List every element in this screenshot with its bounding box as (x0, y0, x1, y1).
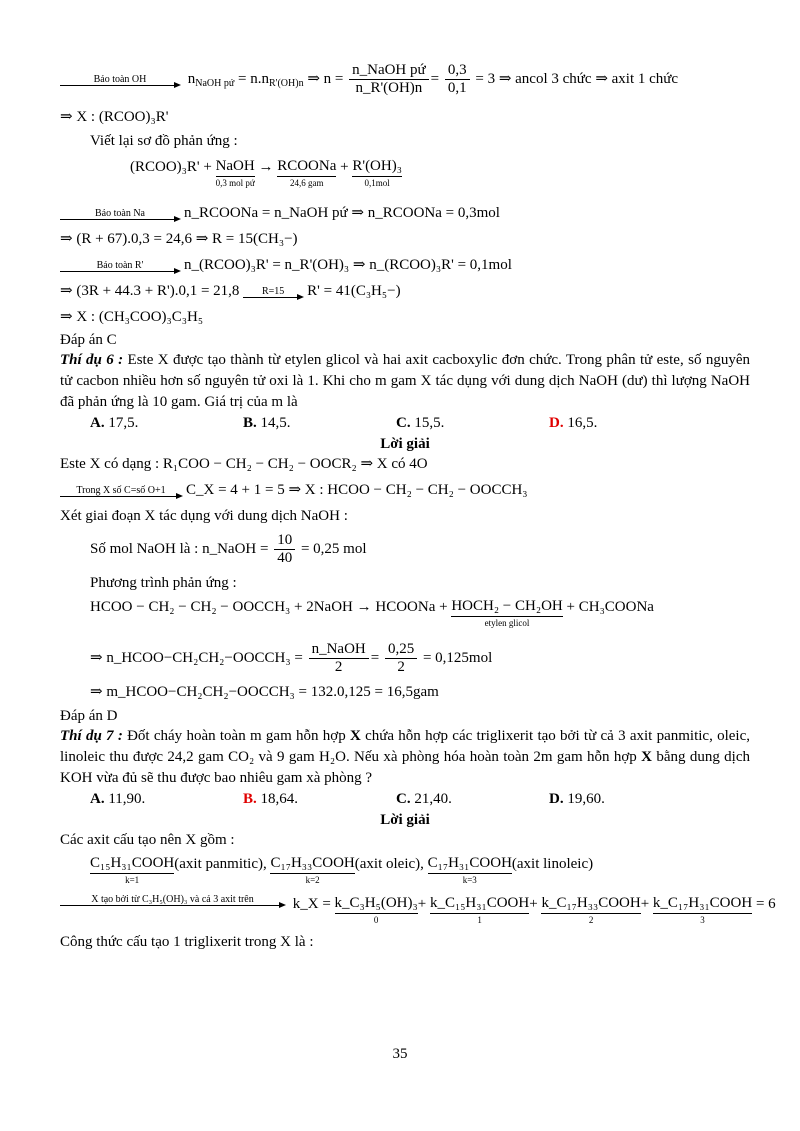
example-6-options (60, 413, 750, 434)
formula-line: ⇒ X : (RCOO)₃R' (60, 109, 169, 125)
reaction-arrow: Trong X số C=số O+1 (60, 485, 182, 497)
formula-line: ⇒ (R + 67).0,3 = 24,6 ⇒ R = 15(CH₃−) (60, 231, 298, 247)
answer-line: Đáp án D (60, 708, 118, 724)
answer-line: Đáp án C (60, 332, 117, 348)
line-bao-toan-na: Bảo toàn Na n_RCOONa = n_NaOH pứ ⇒ n_RCOONa = 0,3mol (60, 203, 750, 223)
text-line: Phương trình phản ứng : (90, 575, 237, 591)
fraction: $\frac{10}{40}$ (274, 532, 295, 567)
text-line: Các axit cấu tạo nên X gồm : (60, 832, 235, 848)
option-d: D. 16,5. (549, 415, 598, 431)
reaction-arrow: Bảo toàn Na (60, 208, 180, 220)
formula-line: ⇒ m_HCOO−CH₂CH₂−OOCCH₃ = 132.0,125 = 16,5gam (90, 684, 439, 700)
reaction-equation: HCOO − CH₂ − CH₂ − OOCCH₃ + 2NaOH → HCOONa + HOCH₂ − CH₂OH etylen glicol + CH₃COONa (90, 598, 654, 628)
option-a: A. 17,5. (90, 415, 139, 431)
solution-heading: Lời giải (380, 436, 430, 452)
reaction-arrow: R=15 (243, 286, 303, 298)
option-b: B. 14,5. (243, 415, 291, 431)
example-7-options (60, 789, 750, 810)
formula-line: ⇒ X : (CH₃COO)₃C₃H₅ (60, 309, 204, 325)
page-content (60, 56, 776, 952)
reaction-scheme: (RCOO)₃R' + NaOH 0,3 mol pứ → RCOONa 24,6 gam + R'(OH)₃ 0,1mol (130, 158, 402, 188)
reaction-arrow: Bảo toàn R' (60, 260, 180, 272)
solution-heading: Lời giải (380, 812, 430, 828)
reaction-arrow: X tạo bởi từ C₃H₅(OH)₃ và cả 3 axit trên (60, 894, 285, 906)
text-line: Viết lại sơ đồ phản ứng : (90, 133, 238, 149)
reaction-arrow: Bảo toàn OH (60, 74, 180, 86)
line-bao-toan-oh: Bảo toàn OH $n_{NaOH pứ} = n.n_{R'(OH)n}$ ⇒ n = $\frac{\text{n\_NaOH pứ}}{n\_R'(OH)n}$ = $\frac{0,3}{0,1}$ = 3 ⇒ ancol 3 chức ⇒ axit 1 chức (60, 62, 750, 97)
example-6-question: Thí dụ 6 : Este X được tạo thành từ etylen glicol và hai axit cacboxylic đơn chức. Trong phân tử este, số nguyên tử cacbon nhiều hơn số nguyên tử oxi là 1. Khi cho m gam X tác dụng với dung dịch NaOH (dư) thì lượng NaOH đã phản ứng là 10 gam. Giá trị của m là (60, 352, 750, 410)
option-b: B. 18,64. (243, 791, 299, 807)
example-7-question: Thí dụ 7 : Đốt cháy hoàn toàn m gam hỗn hợp X chứa hỗn hợp các triglixerit tạo bởi từ cả 3 axit panmitic, oleic, linoleic thu được 24,2 gam CO₂ và 9 gam H₂O. Nếu xà phòng hóa hoàn toàn 2m gam hỗn hợp X bằng dung dịch KOH vừa đủ sẽ thu được bao nhiêu gam xà phòng ? (60, 728, 751, 786)
formula-line: ⇒ (3R + 44.3 + R').0,1 = 21,8 R=15 R' = 41(C₃H₅−) (60, 283, 401, 299)
k-equation: X tạo bởi từ C₃H₅(OH)₃ và cả 3 axit trên k_X = k_C₃H₅(OH)₃ 0 + k_C₁₅H₃₁COOH 1 + k_C₁₇H₃₃COOH 2 + k_C₁₇H₃₁COOH 3 = 6 (60, 894, 750, 932)
formula-line: Este X có dạng : R₁COO − CH₂ − CH₂ − OOCR₂ ⇒ X có 4O (60, 456, 428, 472)
text-line: Công thức cấu tạo 1 triglixerit trong X là : (60, 934, 314, 950)
formula-line: Số mol NaOH là : n_NaOH = $\frac{10}{40}$ = 0,25 mol (90, 532, 367, 566)
option-c: C. 15,5. (396, 415, 445, 431)
fraction: $\frac{0,3}{0,1}$ (445, 62, 470, 97)
fraction: $\frac{\text{n\_NaOH pứ}}{n\_R'(OH)n}$ (349, 62, 429, 97)
option-a: A. 11,90. (90, 791, 146, 807)
option-c: C. 21,40. (396, 791, 452, 807)
line-bao-toan-r: Bảo toàn R' n_(RCOO)₃R' = n_R'(OH)₃ ⇒ n_(RCOO)₃R' = 0,1mol (60, 255, 750, 275)
acid-list: C₁₅H₃₁COOH k=1 (axit panmitic), C₁₇H₃₃COOH k=2 (axit oleic), C₁₇H₃₁COOH k=3 (axit linoleic) (90, 855, 594, 885)
option-d: D. 19,60. (549, 791, 605, 807)
formula-line: Trong X số C=số O+1 C_X = 4 + 1 = 5 ⇒ X : HCOO − CH₂ − CH₂ − OOCCH₃ (60, 480, 750, 500)
page-number: 35 (392, 1046, 408, 1062)
formula-line: ⇒ n_HCOO−CH₂CH₂−OOCCH₃ = $\frac{\text{n\_NaOH}}{2}$ = $\frac{0,25}{2}$ = 0,125mol (90, 641, 493, 675)
text-line: Xét giai đoạn X tác dụng với dung dịch NaOH : (60, 508, 348, 524)
